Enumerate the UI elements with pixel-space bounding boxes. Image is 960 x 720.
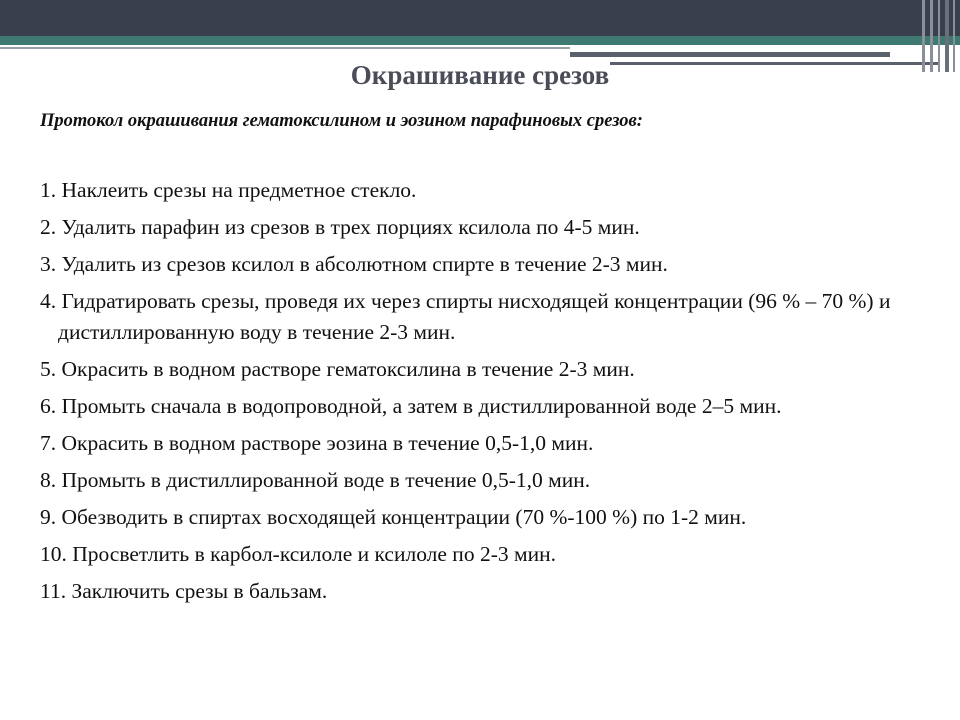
- protocol-step: 8. Промыть в дистиллированной воде в течение 0,5-1,0 мин.: [40, 468, 591, 492]
- protocol-step: 4. Гидратировать срезы, проведя их через спирты нисходящей концентрации (96 % – 70 %) и дистиллированную воду в течение 2-3 мин.: [40, 289, 891, 344]
- protocol-subtitle: Протокол окрашивания гематоксилином и эозином парафиновых срезов:: [40, 111, 643, 131]
- protocol-step: 2. Удалить парафин из срезов в трех порциях ксилола по 4-5 мин.: [40, 215, 640, 239]
- protocol-step: 5. Окрасить в водном растворе гематоксилина в течение 2-3 мин.: [40, 357, 635, 381]
- header-band: [0, 0, 960, 36]
- protocol-step: 3. Удалить из срезов ксилол в абсолютном спирте в течение 2-3 мин.: [40, 252, 668, 276]
- protocol-step: 11. Заключить срезы в бальзам.: [40, 579, 328, 603]
- slide-title: Окрашивание срезов: [350, 60, 610, 90]
- protocol-step: 7. Окрасить в водном растворе эозина в течение 0,5-1,0 мин.: [40, 431, 594, 455]
- protocol-step: 1. Наклеить срезы на предметное стекло.: [40, 178, 417, 202]
- protocol-steps-list: [40, 175, 920, 613]
- protocol-step: 9. Обезводить в спиртах восходящей концентрации (70 %-100 %) по 1-2 мин.: [40, 505, 747, 529]
- protocol-step: 10. Просветлить в карбол-ксилоле и ксилоле по 2-3 мин.: [40, 542, 556, 566]
- protocol-step: 6. Промыть сначала в водопроводной, а затем в дистиллированной воде 2–5 мин.: [40, 394, 782, 418]
